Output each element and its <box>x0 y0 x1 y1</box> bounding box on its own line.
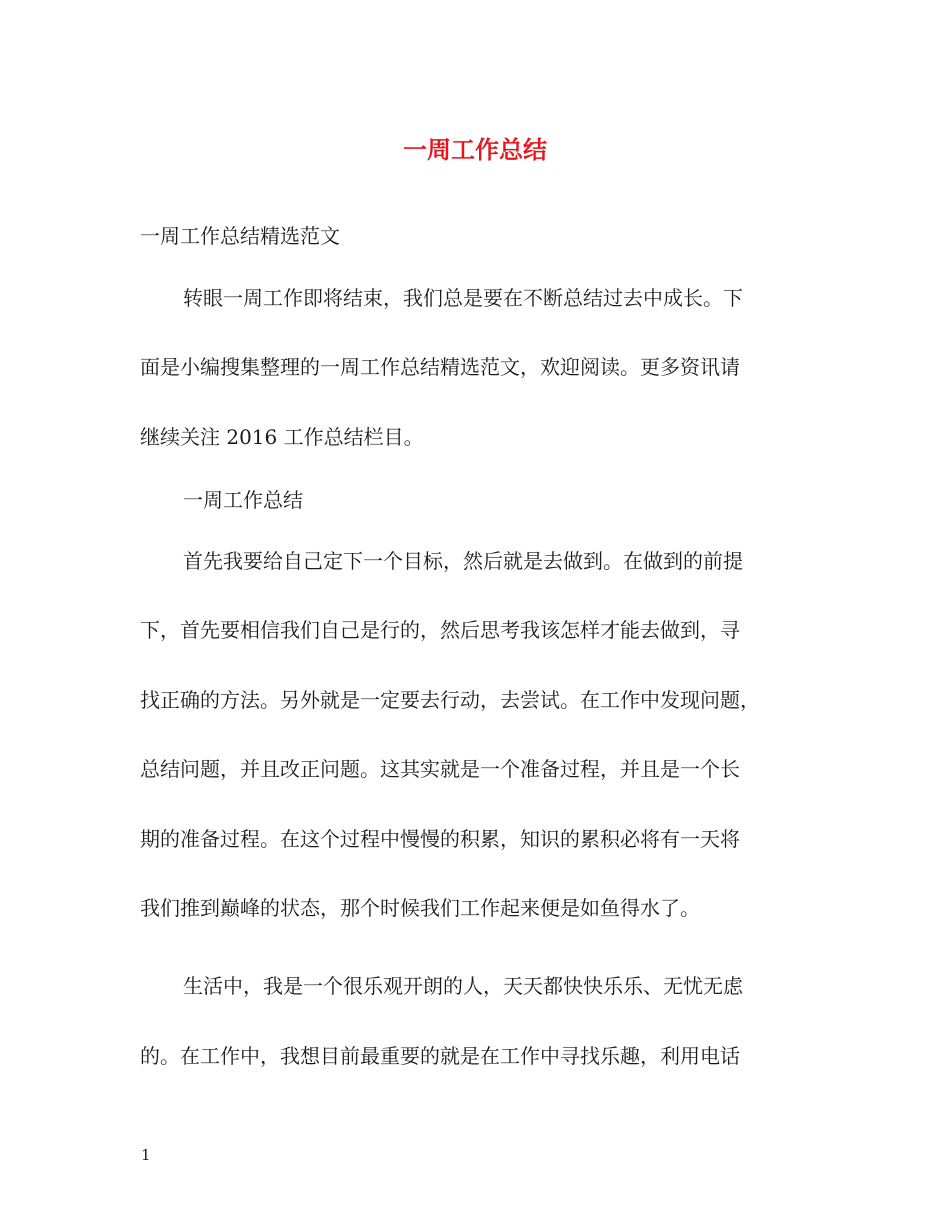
paragraph-line: 我们推到巅峰的状态，那个时候我们工作起来便是如鱼得水了。 <box>140 896 700 920</box>
paragraph-line: 期的准备过程。在这个过程中慢慢的积累，知识的累积必将有一天将 <box>140 827 740 851</box>
paragraph-line: 下，首先要相信我们自己是行的，然后思考我该怎样才能去做到，寻 <box>140 618 740 642</box>
paragraph-line: 转眼一周工作即将结束，我们总是要在不断总结过去中成长。下 <box>183 286 743 310</box>
document-subtitle: 一周工作总结精选范文 <box>140 224 340 248</box>
paragraph-line: 生活中，我是一个很乐观开朗的人，天天都快快乐乐、无忧无虑 <box>183 974 743 998</box>
paragraph-line: 首先我要给自己定下一个目标，然后就是去做到。在做到的前提 <box>183 549 743 573</box>
paragraph-line: 面是小编搜集整理的一周工作总结精选范文，欢迎阅读。更多资讯请 <box>140 355 740 379</box>
paragraph-line: 继续关注 2016 工作总结栏目。 <box>140 425 424 449</box>
paragraph-line: 找正确的方法。另外就是一定要去行动，去尝试。在工作中发现问题， <box>140 688 760 712</box>
page-number: 1 <box>141 1146 151 1164</box>
document-title: 一周工作总结 <box>403 136 547 164</box>
section-heading: 一周工作总结 <box>183 488 303 512</box>
paragraph-line: 总结问题，并且改正问题。这其实就是一个准备过程，并且是一个长 <box>140 757 740 781</box>
paragraph-line: 的。在工作中，我想目前最重要的就是在工作中寻找乐趣，利用电话 <box>140 1044 740 1068</box>
